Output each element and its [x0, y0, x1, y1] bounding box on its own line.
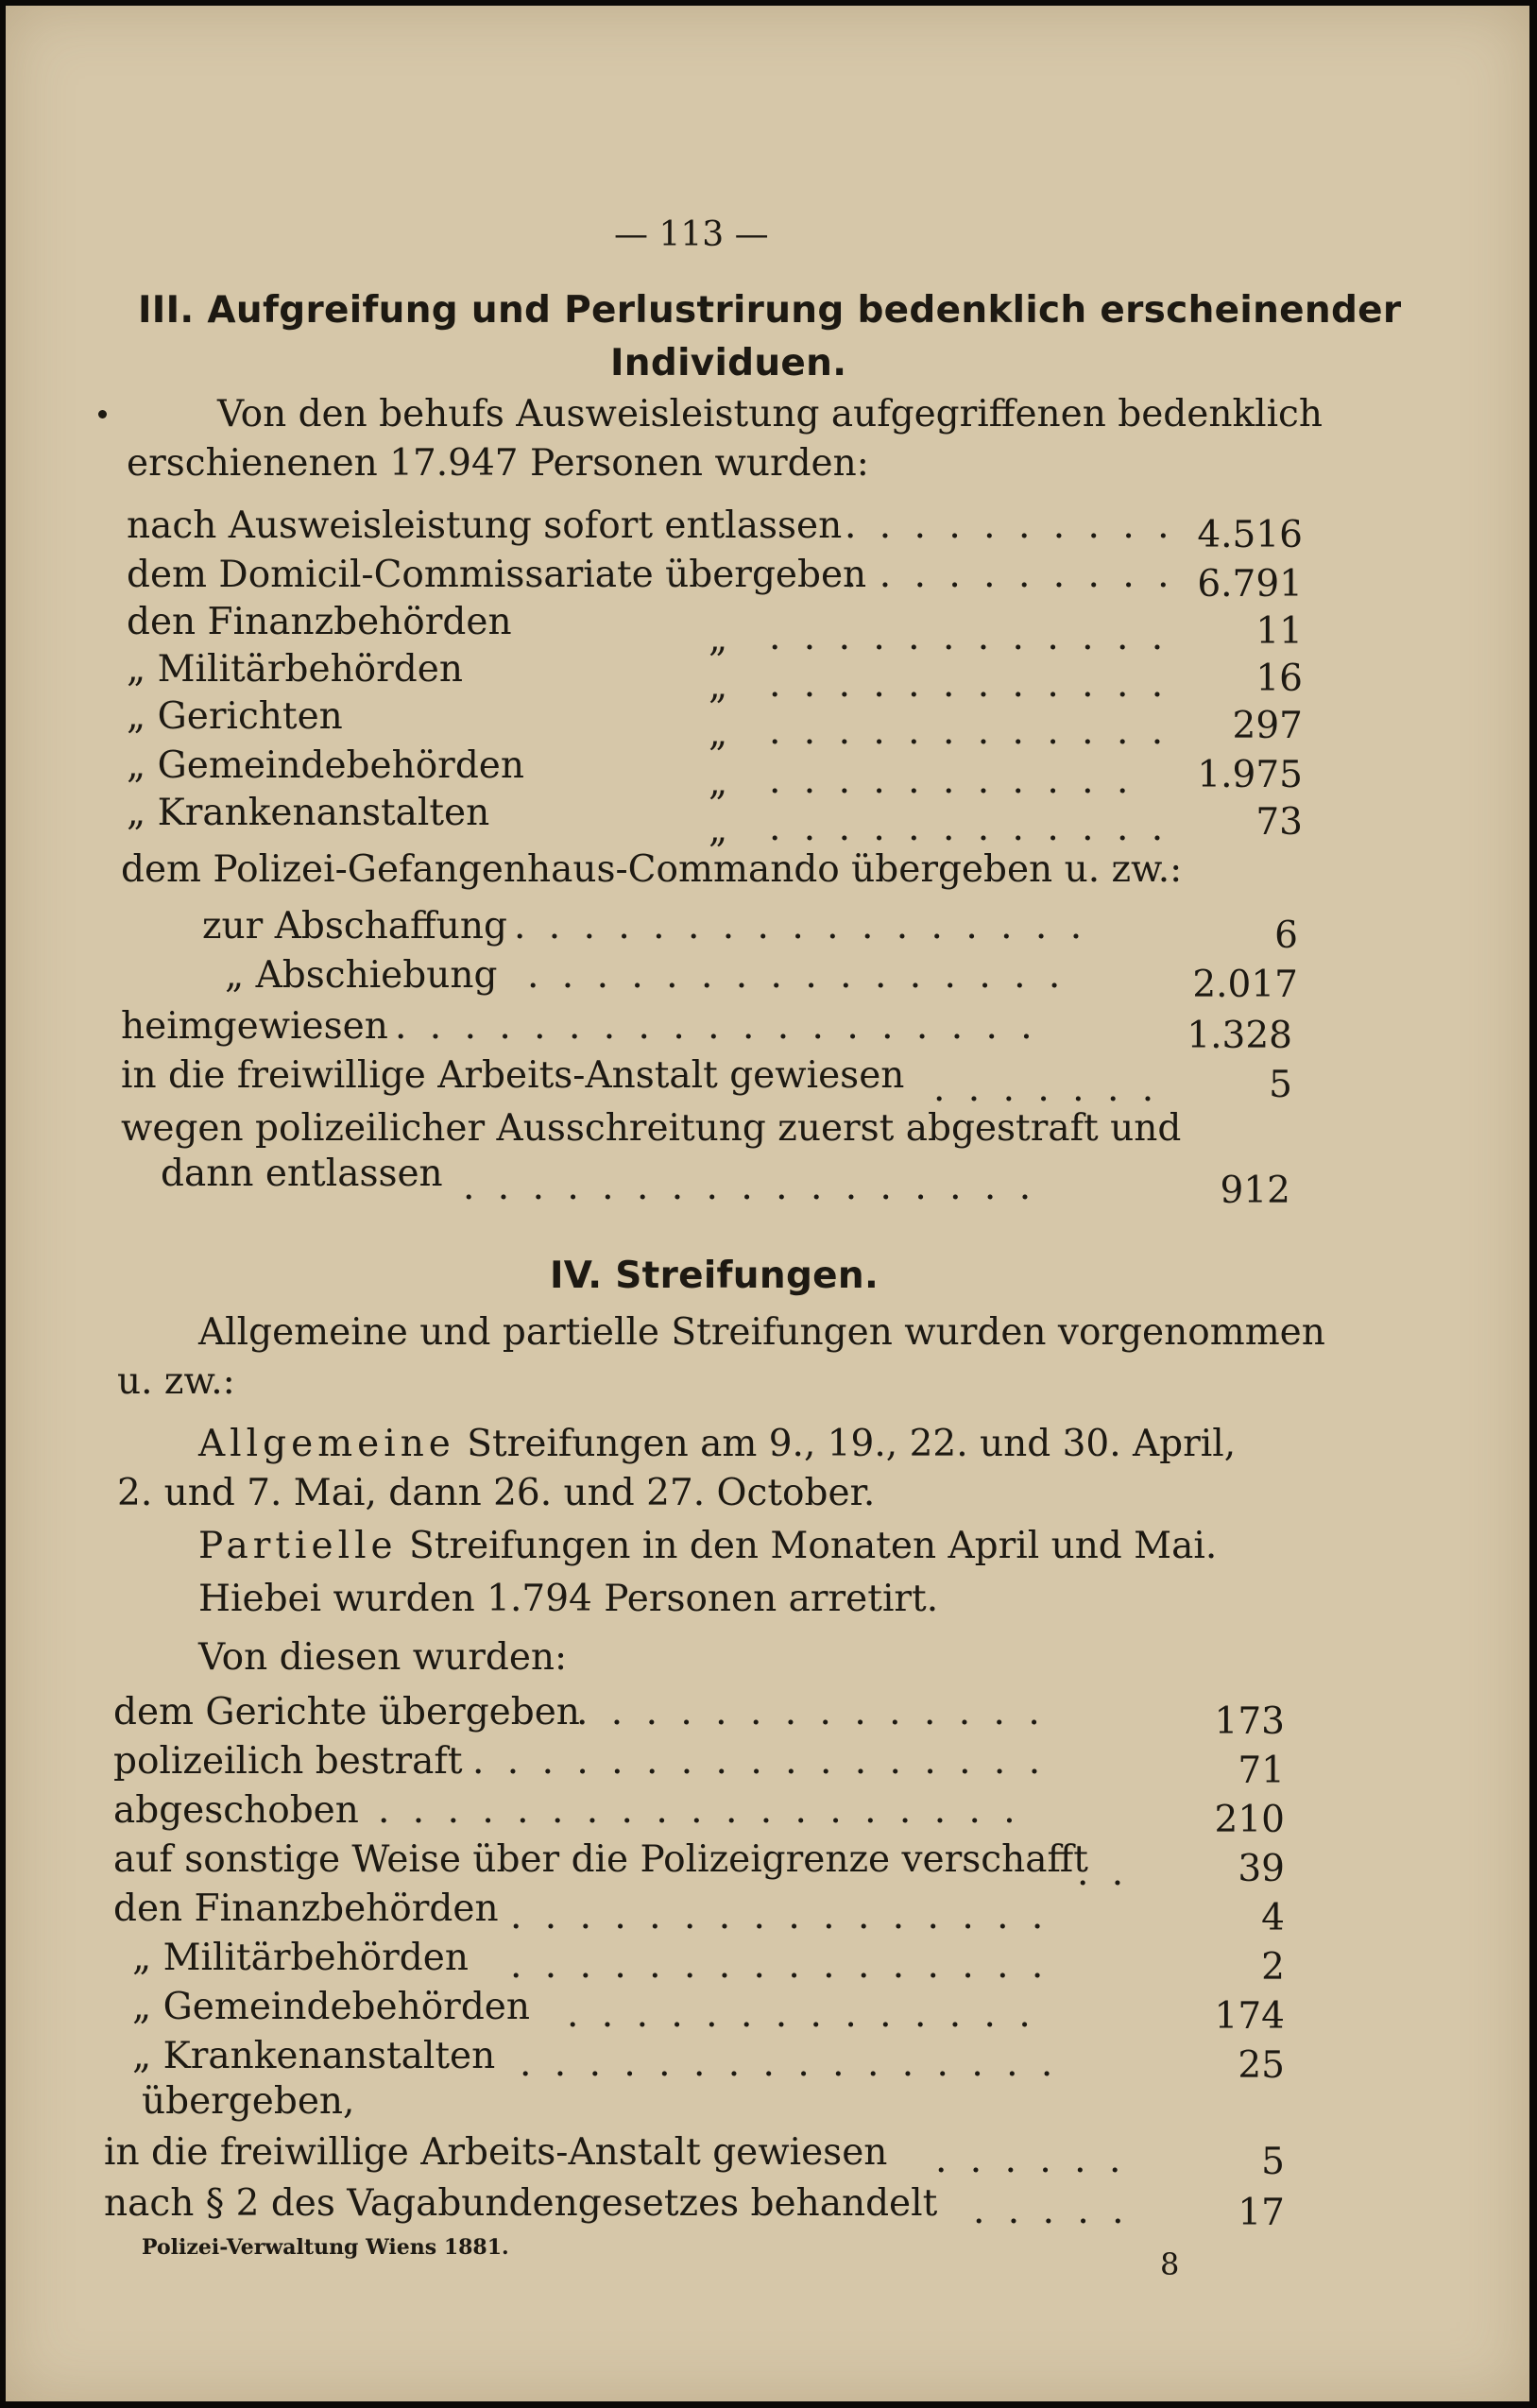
general-sweeps: Allgemeine Streifungen am 9., 19., 22. und 30. April, [198, 1423, 1237, 1465]
general-sweeps-cont: 2. und 7. Mai, dann 26. und 27. October. [117, 1472, 876, 1514]
list-item: zur Abschaffung . . . . . . . . . . . . . . . . . 6 [202, 905, 1298, 957]
section-3-last-line: wegen polizeilicher Ausschreitung zuerst abgestraft und [121, 1107, 1182, 1150]
arrested-count: Hiebei wurden 1.794 Personen arretirt. [198, 1578, 939, 1620]
prison-intro: dem Polizei-Gefangenhaus-Commando übergeben u. zw.: [121, 848, 1183, 891]
list-item: „ Gemeindebehörden „ . . . . . . . . . . . 1.975 [127, 744, 1303, 804]
list-item: den Finanzbehörden „ . . . . . . . . . . . . 11 [127, 601, 1303, 660]
list-item: abgeschoben . . . . . . . . . . . . . . . . . . . 210 [113, 1789, 1285, 1841]
list-item: „ Gerichten „ . . . . . . . . . . . . 297 [127, 695, 1303, 755]
list-item: nach Ausweisleistung sofort entlassen . . . . . . . . . . 4.516 [127, 504, 1303, 556]
section-3-intro-cont: erschienenen 17.947 Personen wurden: [127, 442, 869, 485]
list-item: dem Gerichte übergeben . . . . . . . . . . . . . . 173 [113, 1691, 1285, 1743]
partial-sweeps: Partielle Streifungen in den Monaten April und Mai. [198, 1525, 1218, 1567]
section-4-intro-cont: u. zw.: [117, 1360, 235, 1403]
list-item: in die freiwillige Arbeits-Anstalt gewiesen . . . . . . 5 [104, 2131, 1285, 2183]
list-item: „ Militärbehörden „ . . . . . . . . . . . . 16 [127, 648, 1303, 708]
section-3-heading: III. Aufgreifung und Perlustrirung bedenklich erscheinender [138, 289, 1402, 332]
list-item: in die freiwillige Arbeits-Anstalt gewiesen . . . . . . . 5 [121, 1054, 1292, 1110]
list-item: „ Krankenanstalten „ . . . . . . . . . . . . 73 [127, 792, 1303, 851]
section-4-heading: IV. Streifungen. [550, 1255, 880, 1297]
section-4-intro: Allgemeine und partielle Streifungen wurden vorgenommen [198, 1311, 1325, 1354]
signature-mark: 8 [1160, 2246, 1180, 2282]
stray-dot-mark [98, 410, 107, 418]
list-item: heimgewiesen . . . . . . . . . . . . . . . . . . . 1.328 [121, 1005, 1292, 1057]
list-item: dem Domicil-Commissariate übergeben . . . . . . . . . . 6.791 [127, 554, 1303, 606]
list-item: „ Gemeindebehörden . . . . . . . . . . . . . . 174 [132, 1986, 1285, 2038]
document-page [6, 6, 1529, 2401]
page-number: — 113 — [614, 215, 769, 254]
list-item: „ Militärbehörden . . . . . . . . . . . . . . . . 2 [132, 1937, 1285, 1989]
list-item: „ Abschiebung . . . . . . . . . . . . . . . . 2.017 [225, 954, 1298, 1006]
list-item: nach § 2 des Vagabundengesetzes behandelt . . . . . 17 [104, 2182, 1285, 2234]
section-3-intro: Von den behufs Ausweisleistung aufgegriffenen bedenklich [217, 393, 1323, 435]
list-item: „ Krankenanstalten . . . . . . . . . . . . . . . . 25 [132, 2035, 1285, 2087]
uebergeben-text: übergeben, [142, 2080, 355, 2123]
footer-source: Polizei-Verwaltung Wiens 1881. [142, 2235, 509, 2260]
section-3-heading-cont: Individuen. [610, 342, 847, 384]
list-item: auf sonstige Weise über die Polizeigrenze verschafft . . 39 [113, 1838, 1285, 1894]
list-item: den Finanzbehörden . . . . . . . . . . . . . . . . 4 [113, 1887, 1285, 1939]
of-these: Von diesen wurden: [198, 1636, 568, 1679]
list-item: polizeilich bestraft . . . . . . . . . . . . . . . . . 71 [113, 1740, 1285, 1792]
list-item: dann entlassen . . . . . . . . . . . . . . . . . 912 [161, 1153, 1290, 1212]
